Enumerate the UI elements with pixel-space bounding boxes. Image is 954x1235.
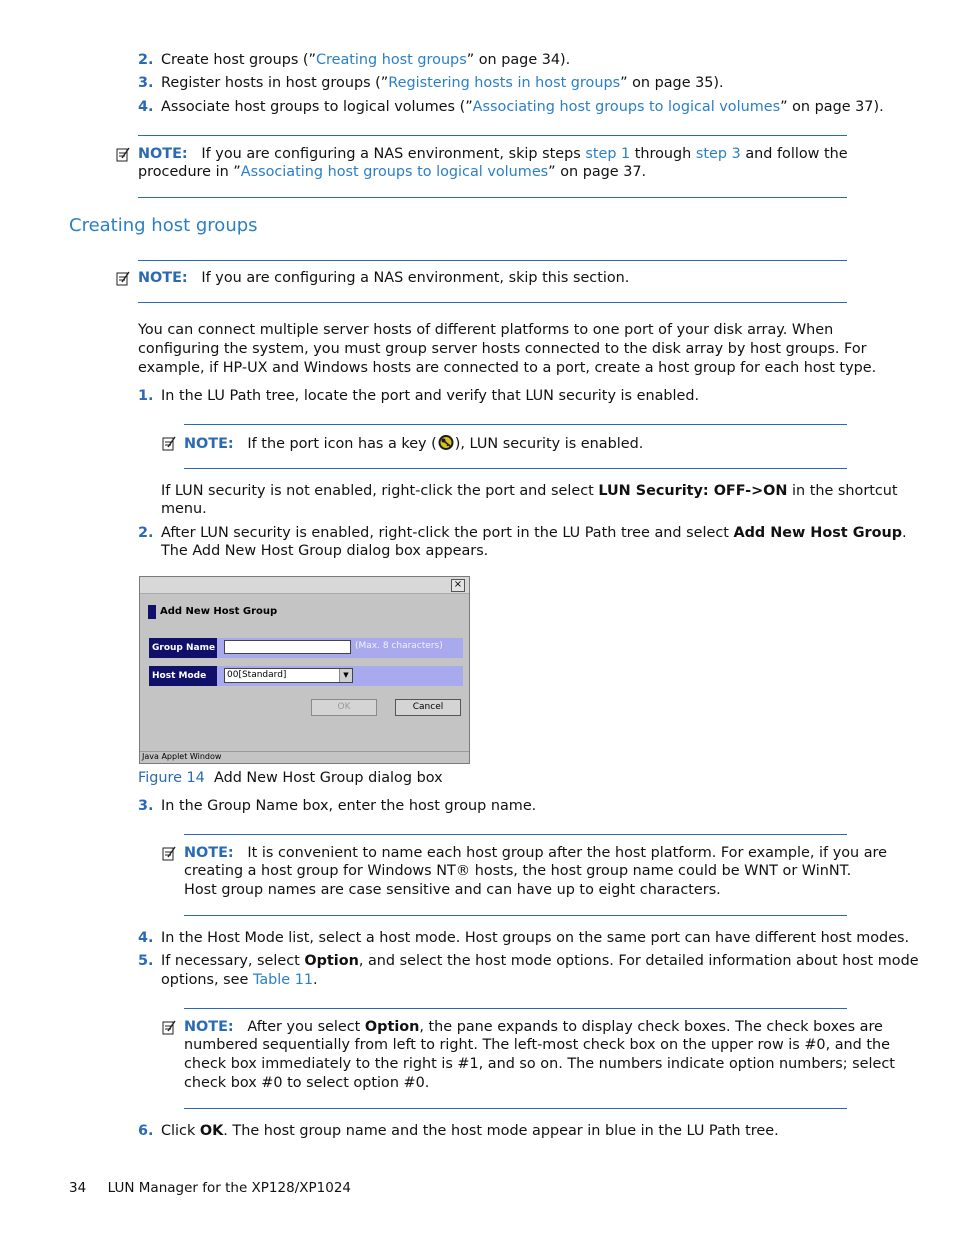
link-table-11[interactable]: Table 11	[252, 972, 314, 988]
note-icon	[162, 846, 176, 861]
step-6: 6. Click OK. The host group name and the host mode appear in blue in the LU Path tree.	[138, 1123, 779, 1139]
note-4-line-2: creating a host group for Windows NT® hosts, the host group name could be WNT or WinNT.	[184, 863, 852, 879]
step-number: 4.	[138, 930, 154, 946]
step-4-top: 4. Associate host groups to logical volumes (”Associating host groups to logical volumes” on page 37).	[138, 99, 884, 115]
link-associating-host-groups[interactable]: Associating host groups to logical volumes	[472, 99, 781, 115]
note-icon	[162, 1020, 176, 1035]
link-registering-hosts[interactable]: Registering hosts in host groups	[388, 75, 621, 91]
host-mode-select[interactable]	[224, 668, 353, 683]
note-1-line-2: procedure in ”Associating host groups to logical volumes” on page 37.	[138, 164, 647, 180]
note-icon	[162, 436, 176, 451]
note-rule-bottom	[184, 915, 847, 916]
note-5-line-1: NOTE: After you select Option, the pane expands to display check boxes. The check boxes are	[184, 1019, 883, 1035]
note-icon	[116, 147, 130, 162]
host-mode-row	[149, 666, 463, 686]
document-title: LUN Manager for the XP128/XP1024	[107, 1180, 351, 1196]
step-number: 2.	[138, 52, 154, 68]
dialog-title: Add New Host Group	[160, 606, 278, 617]
figure-caption: Figure 14 Add New Host Group dialog box	[138, 770, 443, 786]
step-4: 4. In the Host Mode list, select a host mode. Host groups on the same port can have different host modes.	[138, 930, 910, 946]
link-creating-host-groups[interactable]: Creating host groups	[315, 52, 467, 68]
add-new-host-group-dialog	[139, 576, 470, 764]
step-1-followup-line-1: If LUN security is not enabled, right-click the port and select LUN Security: OFF->ON in the shortcut	[161, 483, 898, 499]
chevron-down-icon[interactable]: ▼	[339, 669, 352, 682]
note-rule-bottom	[184, 1108, 847, 1109]
note-rule-bottom	[138, 302, 847, 303]
host-mode-label: Host Mode	[149, 666, 217, 686]
note-label: NOTE:	[138, 146, 188, 162]
port-key-icon	[437, 434, 455, 451]
note-2: NOTE: If you are configuring a NAS environment, skip this section.	[138, 270, 630, 286]
note-rule-top	[184, 834, 847, 835]
note-rule-top	[138, 260, 847, 261]
step-5: 5. If necessary, select Option, and select the host mode options. For detailed information about host mode	[138, 953, 919, 969]
note-4-line-1: NOTE: It is convenient to name each host group after the host platform. For example, if you are	[184, 845, 887, 861]
group-name-row	[149, 638, 463, 658]
intro-line: configuring the system, you must group server hosts connected to the disk array by host groups. For	[138, 341, 867, 357]
note-rule-top	[184, 424, 847, 425]
group-name-hint: (Max. 8 characters)	[355, 641, 443, 651]
note-5-line-4: check box #0 to select option #0.	[184, 1075, 430, 1091]
host-mode-value: 00[Standard]	[227, 670, 287, 680]
step-1-followup-line-2: menu.	[161, 501, 207, 517]
group-name-label: Group Name	[149, 638, 217, 658]
note-rule-top	[184, 1008, 847, 1009]
intro-line: example, if HP-UX and Windows hosts are connected to a port, create a host group for each host type.	[138, 360, 877, 376]
note-label: NOTE:	[184, 436, 234, 452]
step-2-line-2: The Add New Host Group dialog box appears.	[161, 543, 489, 559]
page-footer	[69, 1180, 351, 1196]
step-number: 6.	[138, 1123, 154, 1139]
step-3: 3. In the Group Name box, enter the host group name.	[138, 798, 537, 814]
step-number: 1.	[138, 388, 154, 404]
dialog-title-marker	[148, 605, 156, 619]
applet-status-bar: Java Applet Window	[140, 751, 469, 763]
link-step-1[interactable]: step 1	[585, 146, 631, 162]
step-number: 5.	[138, 953, 154, 969]
note-rule-bottom	[184, 468, 847, 469]
page-number: 34	[69, 1180, 87, 1196]
step-5-line-2: options, see Table 11.	[161, 972, 318, 988]
link-step-3[interactable]: step 3	[695, 146, 741, 162]
intro-line: You can connect multiple server hosts of different platforms to one port of your disk array. When	[138, 322, 834, 338]
note-rule-bottom	[138, 197, 847, 198]
step-number: 2.	[138, 525, 154, 541]
note-rule-top	[138, 135, 847, 136]
note-icon	[116, 271, 130, 286]
step-2: 2. After LUN security is enabled, right-click the port in the LU Path tree and select Add New Host Group.	[138, 525, 907, 541]
link-associating-host-groups-note[interactable]: Associating host groups to logical volumes	[240, 164, 549, 180]
dialog-title-bar	[140, 577, 469, 594]
step-number: 3.	[138, 75, 154, 91]
step-number: 3.	[138, 798, 154, 814]
close-icon[interactable]: ×	[451, 579, 465, 592]
section-heading: Creating host groups	[69, 215, 258, 236]
step-2-top: 2. Create host groups (”Creating host groups” on page 34).	[138, 52, 571, 68]
step-3-top: 3. Register hosts in host groups (”Registering hosts in host groups” on page 35).	[138, 75, 724, 91]
figure-label: Figure 14	[138, 770, 205, 786]
note-label: NOTE:	[184, 845, 234, 861]
note-1-line-1: NOTE: If you are configuring a NAS environment, skip steps step 1 through step 3 and follow the	[138, 146, 848, 162]
ok-button[interactable]: OK	[311, 699, 377, 716]
note-label: NOTE:	[184, 1019, 234, 1035]
note-3: NOTE: If the port icon has a key ( ), LUN security is enabled.	[184, 436, 644, 452]
step-1: 1. In the LU Path tree, locate the port and verify that LUN security is enabled.	[138, 388, 700, 404]
note-5-line-2: numbered sequentially from left to right. The left-most check box on the upper row is #0, and the	[184, 1037, 891, 1053]
step-number: 4.	[138, 99, 154, 115]
note-5-line-3: check box immediately to the right is #1, and so on. The numbers indicate option numbers; select	[184, 1056, 895, 1072]
note-4-line-3: Host group names are case sensitive and can have up to eight characters.	[184, 882, 721, 898]
group-name-input[interactable]	[224, 640, 351, 654]
note-label: NOTE:	[138, 270, 188, 286]
cancel-button[interactable]: Cancel	[395, 699, 461, 716]
